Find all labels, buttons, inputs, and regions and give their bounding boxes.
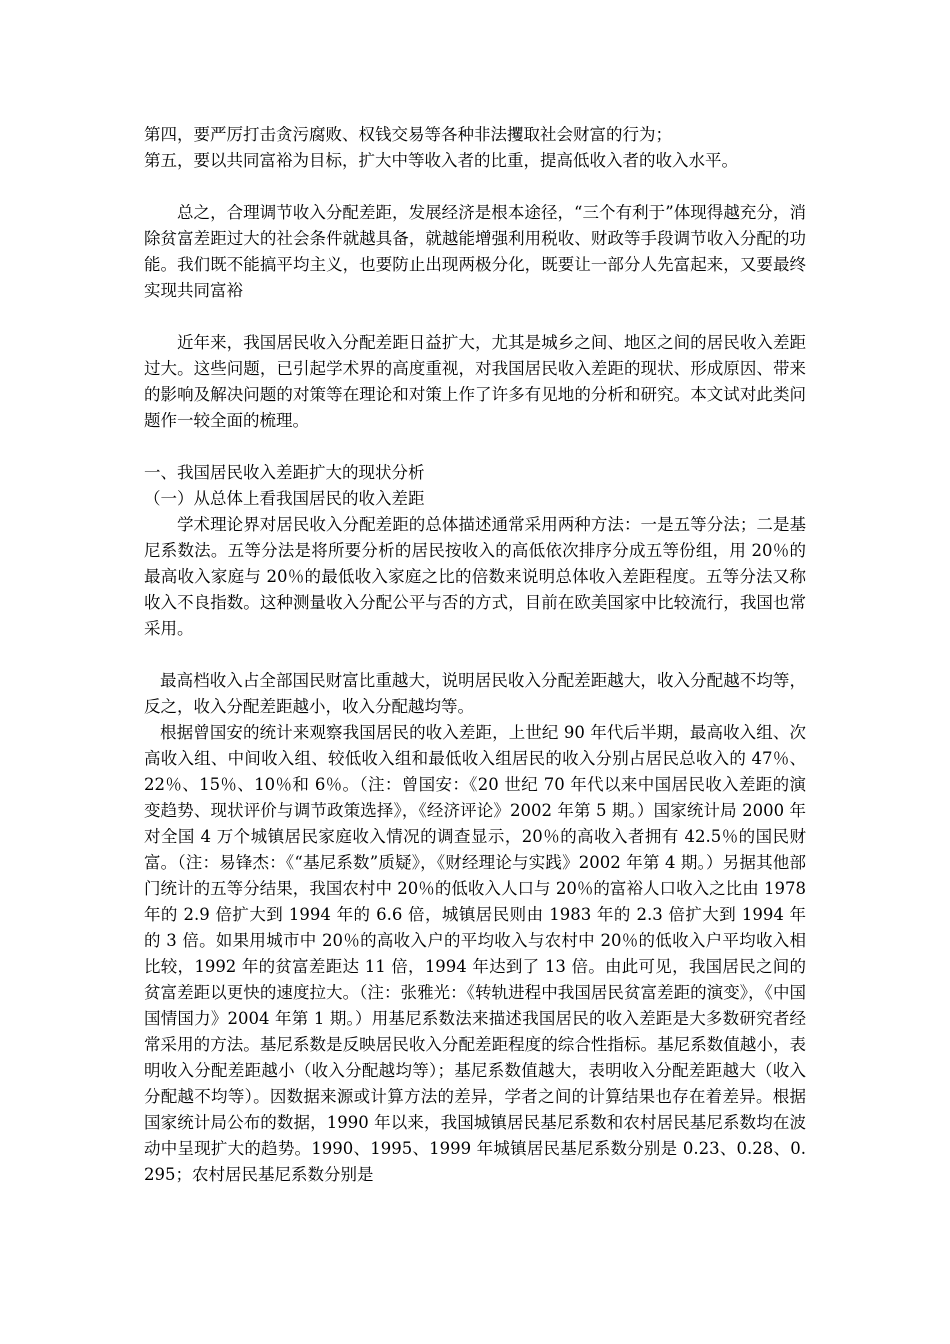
subsection-heading: （一）从总体上看我国居民的收入差距 <box>144 489 425 508</box>
paragraph-summary: 总之，合理调节收入分配差距，发展经济是根本途径，“三个有利于”体现得越充分，消除贫富差距过大的社会条件就越具备，就越能增强利用税收、财政等手段调节收入分配的功能。我们既不能搞平均主义，也要防止出现两极分化，既要让一部分人先富起来，又要最终实现共同富裕 <box>144 203 806 300</box>
paragraph-point-five: 第五，要以共同富裕为目标，扩大中等收入者的比重，提高低收入者的收入水平。 <box>144 151 738 170</box>
paragraph-spacer <box>144 174 806 200</box>
paragraph-intro: 近年来，我国居民收入分配差距日益扩大，尤其是城乡之间、地区之间的居民收入差距过大。这些问题，已引起学术界的高度重视，对我国居民收入差距的现状、形成原因、带来的影响及解决问题的对策等在理论和对策上作了许多有见地的分析和研究。本文试对此类问题作一较全面的梳理。 <box>144 333 806 430</box>
paragraph-spacer <box>144 642 806 668</box>
section-heading: 一、我国居民收入差距扩大的现状分析 <box>144 463 425 482</box>
paragraph-spacer <box>144 434 806 460</box>
document-body <box>144 122 806 1188</box>
paragraph-methods: 学术理论界对居民收入分配差距的总体描述通常采用两种方法：一是五等分法；二是基尼系数法。五等分法是将所要分析的居民按收入的高低依次排序分成五等份组，用 20％的最高收入家庭与 20％的最低收入家庭之比的倍数来说明总体收入差距程度。五等分法又称收入不良指数。这种测量收入分配公平与否的方式，目前在欧美国家中比较流行，我国也常采用。 <box>144 515 806 638</box>
paragraph-spacer <box>144 304 806 330</box>
paragraph-point-four: 第四，要严厉打击贪污腐败、权钱交易等各种非法攫取社会财富的行为； <box>144 125 672 144</box>
paragraph-top-income-share: 最高档收入占全部国民财富比重越大，说明居民收入分配差距越大，收入分配越不均等，反之，收入分配差距越小，收入分配越均等。 <box>144 671 806 716</box>
paragraph-statistics: 根据曾国安的统计来观察我国居民的收入差距，上世纪 90 年代后半期，最高收入组、次高收入组、中间收入组、较低收入组和最低收入组居民的收入分别占居民总收入的 47％、22％、15％、10％和 6％。（注：曾国安：《20 世纪 70 年代以来中国居民收入差距的演变趋势、现状评价与调节政策选择》，《经济评论》2002 年第 5 期。）国家统计局 2000 年对全国 4 万个城镇居民家庭收入情况的调查显示，20％的高收入者拥有 42.5％的国民财富。（注：易锋杰：《“基尼系数”质疑》，《财经理论与实践》2002 年第 4 期。）另据其他部门统计的五等分结果，我国农村中 20％的低收入人口与 20％的富裕人口收入之比由 1978 年的 2.9 倍扩大到 1994 年的 6.6 倍，城镇居民则由 1983 年的 2.3 倍扩大到 1994 年的 3 倍。如果用城市中 20％的高收入户的平均收入与农村中 20％的低收入户平均收入相比较，1992 年的贫富差距达 11 倍，1994 年达到了 13 倍。由此可见，我国居民之间的贫富差距以更快的速度拉大。（注：张雅光：《转轨进程中我国居民贫富差距的演变》，《中国国情国力》2004 年第 1 期。）用基尼系数法来描述我国居民的收入差距是大多数研究者经常采用的方法。基尼系数是反映居民收入分配差距程度的综合性指标。基尼系数值越小，表明收入分配差距越小（收入分配越均等）；基尼系数值越大，表明收入分配差距越大（收入分配越不均等）。因数据来源或计算方法的差异，学者之间的计算结果也存在着差异。根据国家统计局公布的数据，1990 年以来，我国城镇居民基尼系数和农村居民基尼系数均在波动中呈现扩大的趋势。1990、1995、1999 年城镇居民基尼系数分别是 0.23、0.28、0.295；农村居民基尼系数分别是 <box>144 723 806 1184</box>
